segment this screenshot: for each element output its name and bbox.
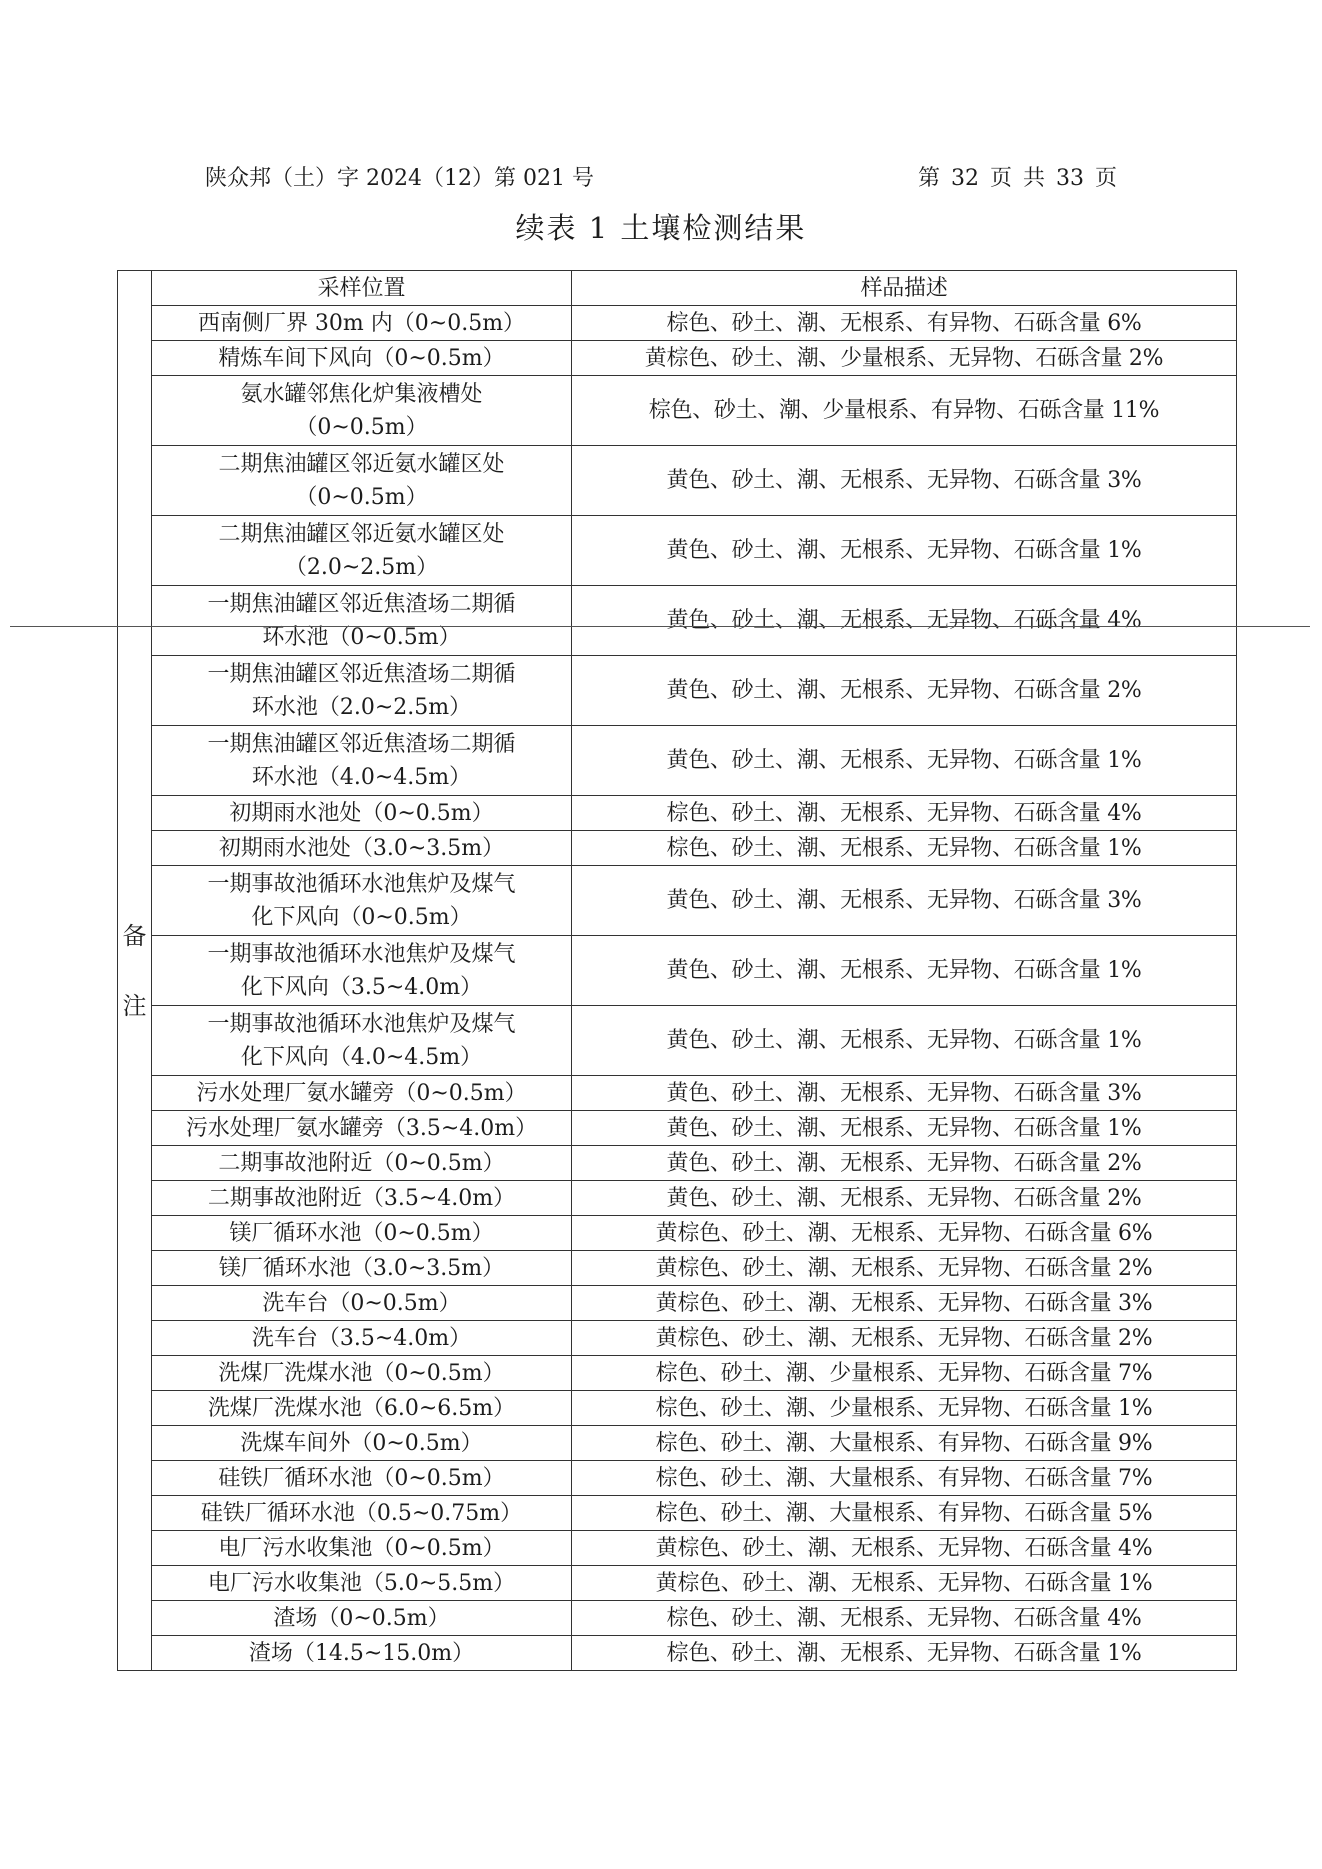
sample-description-cell: 黄色、砂土、潮、无根系、无异物、石砾含量 3% <box>572 866 1237 936</box>
sample-location-line: 渣场（14.5~15.0m） <box>248 1640 475 1666</box>
sample-description-cell: 黄色、砂土、潮、无根系、无异物、石砾含量 3% <box>572 446 1237 516</box>
table-title: 续表 1 土壤检测结果 <box>515 211 807 245</box>
sample-location-cell <box>152 1601 572 1636</box>
sample-location-cell <box>152 1286 572 1321</box>
sample-description-cell: 棕色、砂土、潮、无根系、有异物、石砾含量 6% <box>572 306 1237 341</box>
scan-artifact-line <box>10 626 1310 627</box>
sample-location-line: 精炼车间下风向（0~0.5m） <box>218 345 505 371</box>
page-number: 第 32 页 共 33 页 <box>918 166 1117 191</box>
sample-location-line: 电厂污水收集池（5.0~5.5m） <box>207 1570 516 1596</box>
table-row <box>118 866 1237 936</box>
sample-location-cell <box>152 1636 572 1671</box>
table-row <box>118 1601 1237 1636</box>
table-row <box>118 1426 1237 1461</box>
sample-location-cell <box>152 1181 572 1216</box>
sample-location-line: 洗车台（3.5~4.0m） <box>251 1325 472 1351</box>
sample-description-cell: 棕色、砂土、潮、无根系、无异物、石砾含量 1% <box>572 831 1237 866</box>
table-row <box>118 1216 1237 1251</box>
sample-description-cell: 棕色、砂土、潮、少量根系、无异物、石砾含量 7% <box>572 1356 1237 1391</box>
table-row <box>118 1076 1237 1111</box>
sample-location-line: 一期事故池循环水池焦炉及煤气 <box>207 1011 516 1037</box>
sample-location-cell <box>152 1496 572 1531</box>
document-number: 陕众邦（土）字 2024（12）第 021 号 <box>205 166 594 191</box>
sample-description-cell: 黄色、砂土、潮、无根系、无异物、石砾含量 1% <box>572 726 1237 796</box>
sample-location-cell <box>152 516 572 586</box>
sample-location-cell <box>152 1356 572 1391</box>
sample-location-cell <box>152 1461 572 1496</box>
sample-description-cell: 黄色、砂土、潮、无根系、无异物、石砾含量 2% <box>572 656 1237 726</box>
sample-location-line: 一期事故池循环水池焦炉及煤气 <box>207 871 516 897</box>
sample-description-cell: 黄色、砂土、潮、无根系、无异物、石砾含量 1% <box>572 516 1237 586</box>
sample-location-cell <box>152 446 572 516</box>
sample-location-line: 污水处理厂氨水罐旁（0~0.5m） <box>196 1080 527 1106</box>
table-row <box>118 1286 1237 1321</box>
sample-location-cell <box>152 341 572 376</box>
sample-location-cell <box>152 936 572 1006</box>
table-row <box>118 446 1237 516</box>
sample-location-line: 污水处理厂氨水罐旁（3.5~4.0m） <box>185 1115 538 1141</box>
table-row <box>118 831 1237 866</box>
sample-location-cell <box>152 1531 572 1566</box>
sample-location-cell <box>152 586 572 656</box>
sample-location-line: 初期雨水池处（3.0~3.5m） <box>218 835 505 861</box>
sample-description-cell: 棕色、砂土、潮、无根系、无异物、石砾含量 1% <box>572 1636 1237 1671</box>
table-row <box>118 1636 1237 1671</box>
sample-location-cell <box>152 376 572 446</box>
sample-location-line: 二期焦油罐区邻近氨水罐区处 <box>218 521 505 547</box>
sample-description-cell: 黄棕色、砂土、潮、少量根系、无异物、石砾含量 2% <box>572 341 1237 376</box>
sample-location-cell <box>152 1111 572 1146</box>
column-header-location: 采样位置 <box>152 271 572 306</box>
sample-location-line: 一期事故池循环水池焦炉及煤气 <box>207 941 516 967</box>
table-row <box>118 516 1237 586</box>
sample-location-cell <box>152 831 572 866</box>
table-row <box>118 1531 1237 1566</box>
sample-description-cell: 黄色、砂土、潮、无根系、无异物、石砾含量 1% <box>572 936 1237 1006</box>
sample-location-cell <box>152 1006 572 1076</box>
table-row <box>118 1496 1237 1531</box>
sample-location-line: 化下风向（3.5~4.0m） <box>240 974 483 1000</box>
sample-location-line: 洗煤厂洗煤水池（0~0.5m） <box>218 1360 505 1386</box>
sample-location-cell <box>152 1566 572 1601</box>
sample-location-cell <box>152 1216 572 1251</box>
column-header-description: 样品描述 <box>572 271 1237 306</box>
sample-description-cell: 黄棕色、砂土、潮、无根系、无异物、石砾含量 6% <box>572 1216 1237 1251</box>
sample-description-cell: 棕色、砂土、潮、大量根系、有异物、石砾含量 7% <box>572 1461 1237 1496</box>
sample-location-line: 化下风向（0~0.5m） <box>251 904 472 930</box>
sample-description-cell: 棕色、砂土、潮、大量根系、有异物、石砾含量 9% <box>572 1426 1237 1461</box>
sample-location-line: 环水池（0~0.5m） <box>262 624 461 650</box>
sample-description-cell: 棕色、砂土、潮、无根系、无异物、石砾含量 4% <box>572 1601 1237 1636</box>
sample-description-cell: 棕色、砂土、潮、大量根系、有异物、石砾含量 5% <box>572 1496 1237 1531</box>
sample-description-cell: 黄色、砂土、潮、无根系、无异物、石砾含量 3% <box>572 1076 1237 1111</box>
sample-location-line: （2.0~2.5m） <box>284 554 439 580</box>
sample-location-line: 环水池（4.0~4.5m） <box>251 764 472 790</box>
sample-location-cell <box>152 1076 572 1111</box>
table-row <box>118 1146 1237 1181</box>
sample-location-line: 氨水罐邻焦化炉集液槽处 <box>240 381 483 407</box>
sample-location-line: （0~0.5m） <box>295 484 428 510</box>
sample-description-cell: 黄棕色、砂土、潮、无根系、无异物、石砾含量 4% <box>572 1531 1237 1566</box>
table-row <box>118 1321 1237 1356</box>
sample-description-cell: 棕色、砂土、潮、少量根系、有异物、石砾含量 11% <box>572 376 1237 446</box>
table-row <box>118 1461 1237 1496</box>
sample-location-line: （0~0.5m） <box>295 414 428 440</box>
sample-location-line: 镁厂循环水池（0~0.5m） <box>229 1220 494 1246</box>
sample-location-cell <box>152 656 572 726</box>
sample-location-line: 电厂污水收集池（0~0.5m） <box>218 1535 505 1561</box>
table-row <box>118 1391 1237 1426</box>
remarks-side-char: 注 <box>122 991 147 1020</box>
sample-location-cell <box>152 726 572 796</box>
sample-location-cell <box>152 1146 572 1181</box>
sample-description-cell: 黄棕色、砂土、潮、无根系、无异物、石砾含量 1% <box>572 1566 1237 1601</box>
sample-description-cell: 黄棕色、砂土、潮、无根系、无异物、石砾含量 2% <box>572 1321 1237 1356</box>
table-row <box>118 796 1237 831</box>
sample-location-line: 二期事故池附近（0~0.5m） <box>218 1150 505 1176</box>
sample-location-line: 环水池（2.0~2.5m） <box>251 694 472 720</box>
sample-description-cell: 黄色、砂土、潮、无根系、无异物、石砾含量 2% <box>572 1181 1237 1216</box>
sample-location-line: 镁厂循环水池（3.0~3.5m） <box>218 1255 505 1281</box>
sample-location-line: 西南侧厂界 30m 内（0~0.5m） <box>197 310 526 336</box>
sample-location-line: 硅铁厂循环水池（0~0.5m） <box>218 1465 505 1491</box>
sample-description-cell: 黄色、砂土、潮、无根系、无异物、石砾含量 1% <box>572 1111 1237 1146</box>
table-row <box>118 1006 1237 1076</box>
table-row <box>118 1251 1237 1286</box>
table-header-row <box>118 271 1237 306</box>
sample-location-line: 二期事故池附近（3.5~4.0m） <box>207 1185 516 1211</box>
sample-location-cell <box>152 1391 572 1426</box>
table-row <box>118 936 1237 1006</box>
sample-location-cell <box>152 1251 572 1286</box>
sample-location-line: 二期焦油罐区邻近氨水罐区处 <box>218 451 505 477</box>
table-row <box>118 586 1237 656</box>
table-row <box>118 726 1237 796</box>
sample-location-line: 洗煤厂洗煤水池（6.0~6.5m） <box>207 1395 516 1421</box>
sample-location-line: 一期焦油罐区邻近焦渣场二期循 <box>207 661 516 687</box>
table-row <box>118 656 1237 726</box>
remarks-side-char: 备 <box>122 921 147 950</box>
sample-location-line: 一期焦油罐区邻近焦渣场二期循 <box>207 591 516 617</box>
sample-location-cell <box>152 796 572 831</box>
sample-location-cell <box>152 1426 572 1461</box>
table-row <box>118 306 1237 341</box>
sample-location-line: 硅铁厂循环水池（0.5~0.75m） <box>200 1500 523 1526</box>
table-row <box>118 1566 1237 1601</box>
sample-description-cell: 棕色、砂土、潮、无根系、无异物、石砾含量 4% <box>572 796 1237 831</box>
remarks-side-cell <box>118 271 152 1671</box>
table-row <box>118 1356 1237 1391</box>
sample-description-cell: 黄色、砂土、潮、无根系、无异物、石砾含量 4% <box>572 586 1237 656</box>
sample-location-cell <box>152 306 572 341</box>
sample-description-cell: 棕色、砂土、潮、少量根系、无异物、石砾含量 1% <box>572 1391 1237 1426</box>
sample-location-line: 渣场（0~0.5m） <box>273 1605 450 1631</box>
sample-location-line: 洗车台（0~0.5m） <box>262 1290 461 1316</box>
soil-test-results-table <box>117 270 1237 1671</box>
sample-description-cell: 黄棕色、砂土、潮、无根系、无异物、石砾含量 2% <box>572 1251 1237 1286</box>
sample-location-cell <box>152 866 572 936</box>
sample-location-line: 初期雨水池处（0~0.5m） <box>229 800 494 826</box>
sample-location-line: 化下风向（4.0~4.5m） <box>240 1044 483 1070</box>
sample-location-line: 一期焦油罐区邻近焦渣场二期循 <box>207 731 516 757</box>
table-row <box>118 1111 1237 1146</box>
table-row <box>118 341 1237 376</box>
sample-location-line: 洗煤车间外（0~0.5m） <box>240 1430 483 1456</box>
sample-description-cell: 黄棕色、砂土、潮、无根系、无异物、石砾含量 3% <box>572 1286 1237 1321</box>
sample-description-cell: 黄色、砂土、潮、无根系、无异物、石砾含量 2% <box>572 1146 1237 1181</box>
sample-location-cell <box>152 1321 572 1356</box>
table-row <box>118 376 1237 446</box>
sample-description-cell: 黄色、砂土、潮、无根系、无异物、石砾含量 1% <box>572 1006 1237 1076</box>
table-row <box>118 1181 1237 1216</box>
